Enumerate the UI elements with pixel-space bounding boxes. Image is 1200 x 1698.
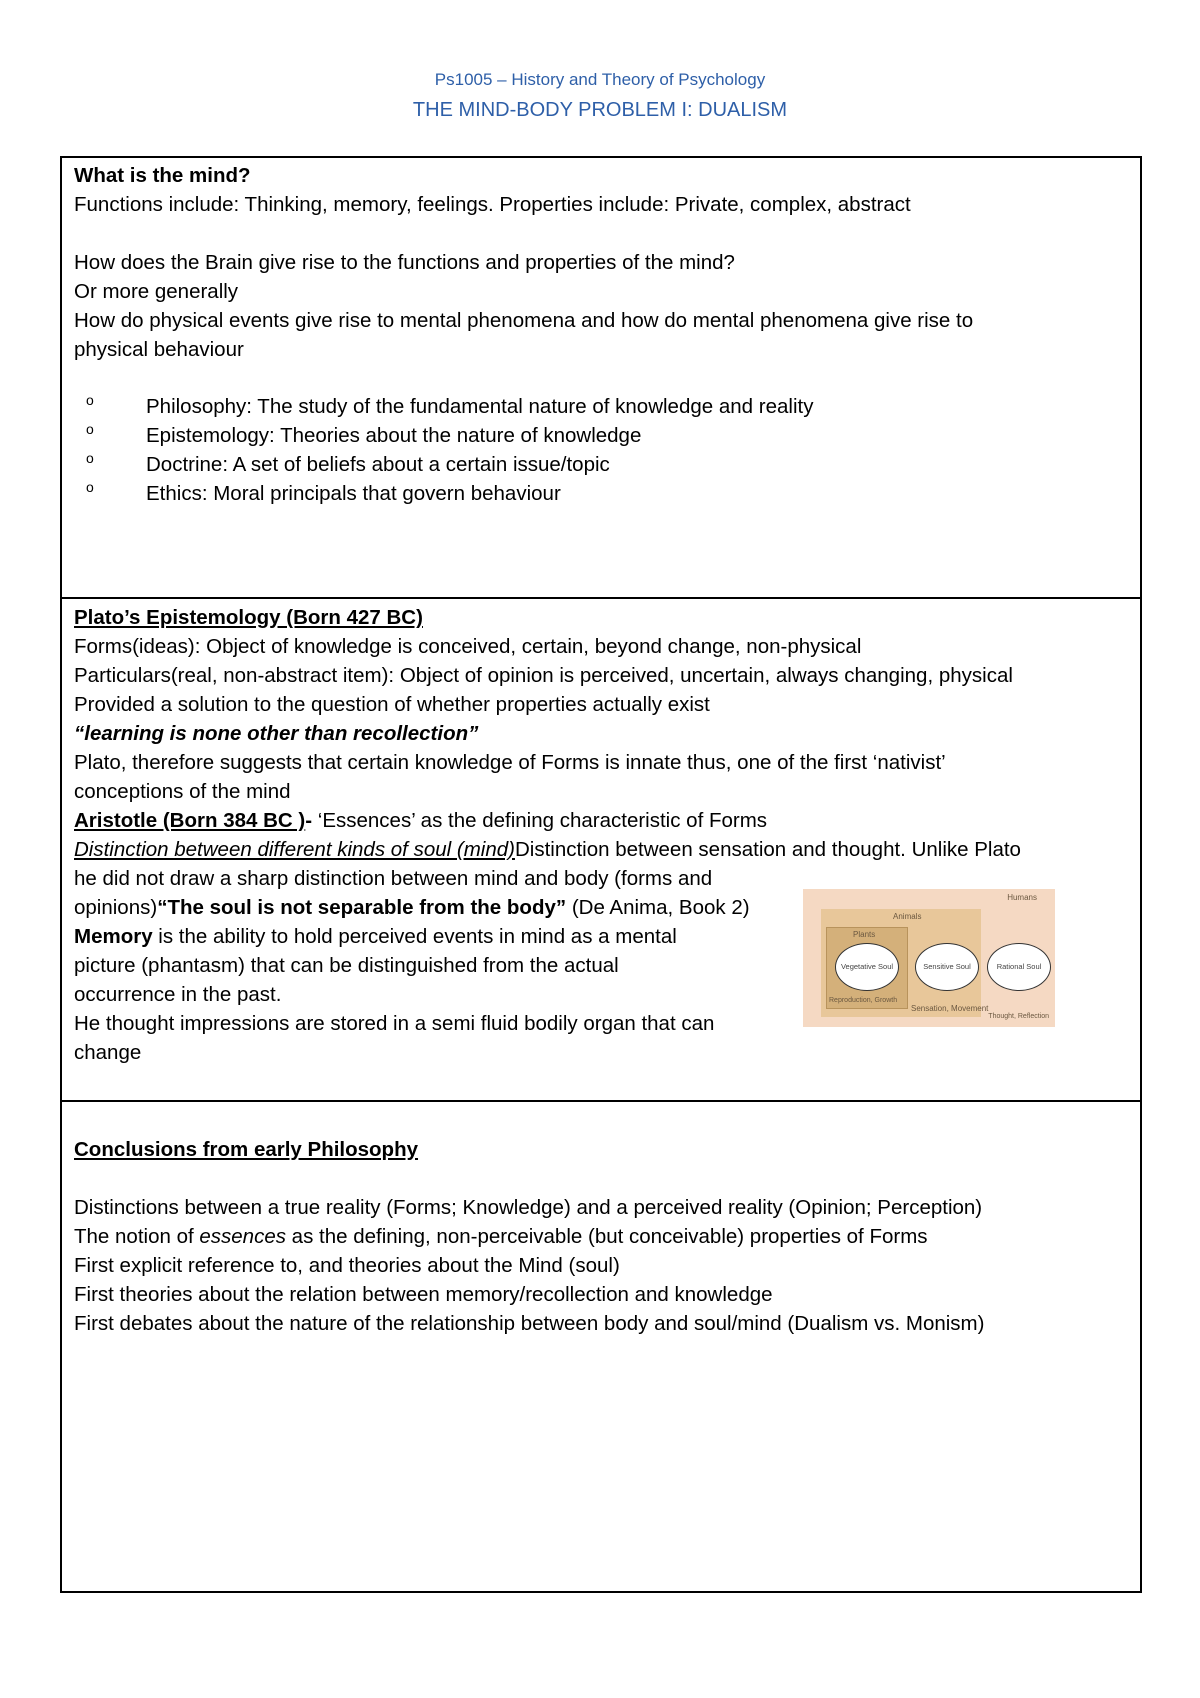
humans-label: Humans xyxy=(1007,893,1037,902)
vegetative-soul: Vegetative Soul xyxy=(835,943,899,991)
soul-quote-line xyxy=(74,893,750,922)
reason-label: Thought, Reflection xyxy=(988,1013,1049,1020)
opinions-text: opinions) xyxy=(74,896,158,919)
de-anima-ref: (De Anima, Book 2) xyxy=(566,896,750,919)
memory-term: Memory xyxy=(74,925,153,948)
section-what-is-mind xyxy=(62,158,1140,599)
section1-heading: What is the mind? xyxy=(74,164,251,187)
course-title: Ps1005 – History and Theory of Psychology xyxy=(434,70,766,89)
conclusion-2-end: as the defining, non-perceivable (but conceivable) properties of Forms xyxy=(285,1225,928,1248)
forms-line: Forms(ideas): Object of knowledge is conceived, certain, beyond change, non-physical xyxy=(74,635,862,658)
conclusion-4: First theories about the relation between memory/recollection and knowledge xyxy=(74,1283,773,1306)
aristotle-heading: Aristotle (Born 384 BC ) xyxy=(74,809,306,832)
reproduction-label: Reproduction, Growth xyxy=(829,997,898,1004)
conclusion-3: First explicit reference to, and theories about the Mind (soul) xyxy=(74,1254,620,1277)
functions-line: Functions include: Thinking, memory, feelings. Properties include: Private, complex, abstract xyxy=(74,193,911,216)
physical-question-2: physical behaviour xyxy=(74,338,244,361)
animals-label: Animals xyxy=(893,912,922,921)
aristotle-line xyxy=(74,806,767,835)
particulars-line: Particulars(real, non-abstract item): Object of opinion is perceived, uncertain, always changing, physical xyxy=(74,664,1013,687)
rational-soul: Rational Soul xyxy=(987,943,1051,991)
aristotle-dash: - xyxy=(305,809,318,832)
essences-term: essences xyxy=(199,1225,286,1248)
bullet-marker: o xyxy=(86,421,94,437)
conclusion-1: Distinctions between a true reality (Forms; Knowledge) and a perceived reality (Opinion; Perception) xyxy=(74,1196,983,1219)
list-item: Epistemology: Theories about the nature of knowledge xyxy=(146,424,642,447)
conclusion-2-start: The notion of xyxy=(74,1225,200,1248)
list-item: Ethics: Moral principals that govern behaviour xyxy=(146,482,561,505)
physical-question-1: How do physical events give rise to mental phenomena and how do mental phenomena give rise to xyxy=(74,309,974,332)
essences-text: ‘Essences’ as the defining characteristic of Forms xyxy=(317,809,768,832)
section3-heading: Conclusions from early Philosophy xyxy=(74,1138,419,1161)
sensation-label: Sensation, Movement xyxy=(911,1004,989,1013)
section-conclusions xyxy=(62,1102,1140,1591)
list-item: Doctrine: A set of beliefs about a certain issue/topic xyxy=(146,453,610,476)
list-item: Philosophy: The study of the fundamental nature of knowledge and reality xyxy=(146,395,814,418)
bullet-marker: o xyxy=(86,392,94,408)
soul-quote: “The soul is not separable from the body” xyxy=(157,896,567,919)
impressions-line-2: change xyxy=(74,1041,142,1064)
plato-line-2: conceptions of the mind xyxy=(74,780,291,803)
memory-line-1 xyxy=(74,922,677,951)
distinction-rest: Distinction between sensation and thought. Unlike Plato xyxy=(514,838,1021,861)
soul-hierarchy-diagram xyxy=(803,889,1055,1027)
section2-heading: Plato’s Epistemology (Born 427 BC) xyxy=(74,606,423,629)
plato-line-1: Plato, therefore suggests that certain knowledge of Forms is innate thus, one of the first ‘nativist’ xyxy=(74,751,946,774)
more-generally: Or more generally xyxy=(74,280,239,303)
distinction-italic: Distinction between different kinds of soul (mind) xyxy=(74,838,515,861)
memory-definition: is the ability to hold perceived events in mind as a mental xyxy=(152,925,677,948)
conclusion-2 xyxy=(74,1222,928,1251)
brain-question: How does the Brain give rise to the functions and properties of the mind? xyxy=(74,251,735,274)
memory-line-3: occurrence in the past. xyxy=(74,983,282,1006)
memory-line-2: picture (phantasm) that can be distinguished from the actual xyxy=(74,954,619,977)
distinction-line xyxy=(74,835,1021,864)
bullet-marker: o xyxy=(86,450,94,466)
notes-table xyxy=(60,156,1142,1593)
impressions-line-1: He thought impressions are stored in a semi fluid bodily organ that can xyxy=(74,1012,715,1035)
mind-body-line: he did not draw a sharp distinction between mind and body (forms and xyxy=(74,867,713,890)
conclusion-5: First debates about the nature of the relationship between body and soul/mind (Dualism vs. Monism) xyxy=(74,1312,985,1335)
solution-line: Provided a solution to the question of whether properties actually exist xyxy=(74,693,710,716)
recollection-quote: “learning is none other than recollection” xyxy=(74,722,479,745)
bullet-marker: o xyxy=(86,479,94,495)
plants-label: Plants xyxy=(853,930,876,939)
sensitive-soul: Sensitive Soul xyxy=(915,943,979,991)
document-title: THE MIND-BODY PROBLEM I: DUALISM xyxy=(412,99,788,121)
